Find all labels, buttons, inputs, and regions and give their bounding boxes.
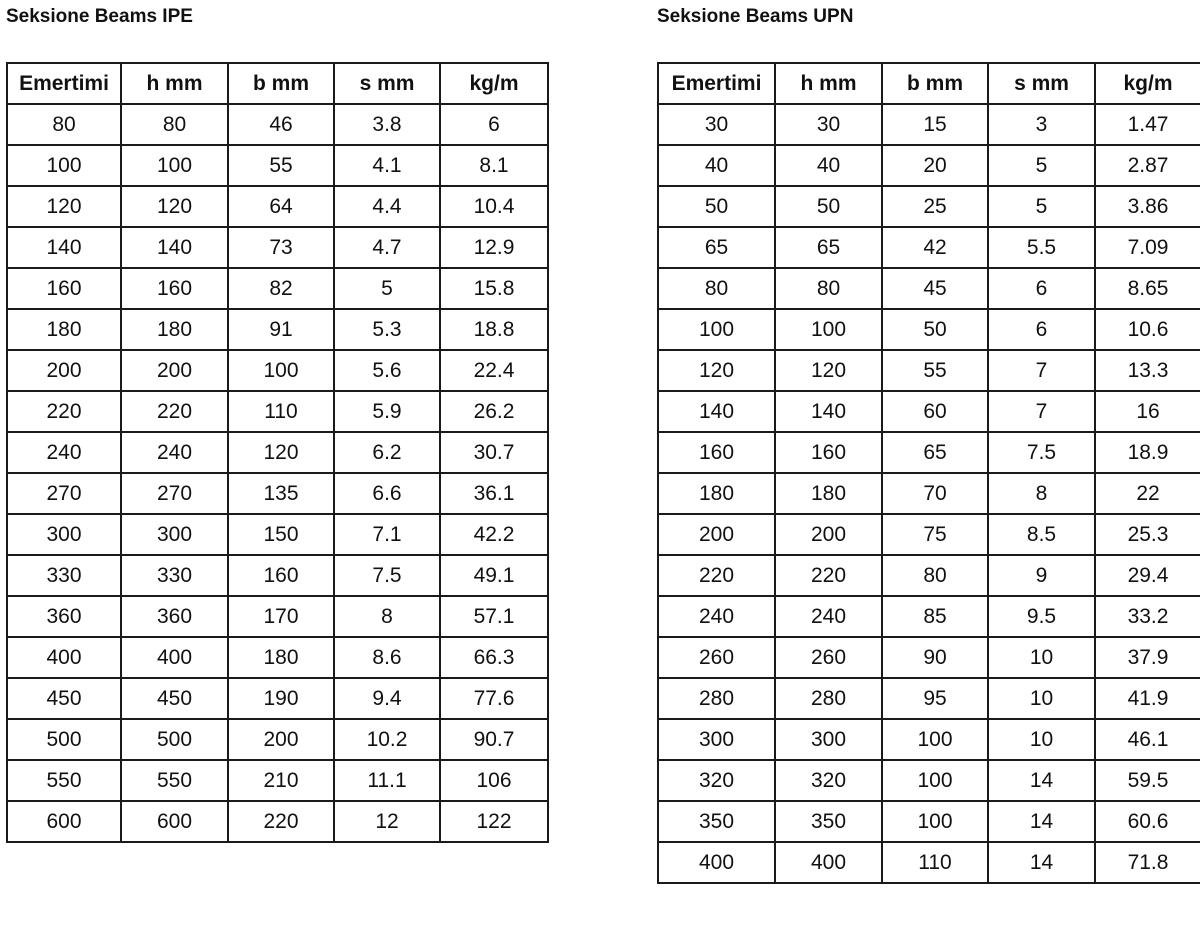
table-cell: 5 <box>988 145 1095 186</box>
table-cell: 29.4 <box>1095 555 1200 596</box>
table-cell: 85 <box>882 596 988 637</box>
table-cell: 320 <box>775 760 882 801</box>
table-cell: 42.2 <box>440 514 548 555</box>
table-cell: 240 <box>775 596 882 637</box>
table-cell: 6.2 <box>334 432 440 473</box>
table-cell: 400 <box>775 842 882 883</box>
table-cell: 400 <box>7 637 121 678</box>
table-cell: 18.9 <box>1095 432 1200 473</box>
table-cell: 55 <box>882 350 988 391</box>
table-cell: 11.1 <box>334 760 440 801</box>
table-cell: 2.87 <box>1095 145 1200 186</box>
table-row <box>7 268 548 309</box>
table-cell: 350 <box>775 801 882 842</box>
column-header: h mm <box>121 63 228 104</box>
table-cell: 160 <box>658 432 775 473</box>
table-cell: 210 <box>228 760 334 801</box>
table-cell: 30.7 <box>440 432 548 473</box>
table-row <box>7 678 548 719</box>
table-cell: 220 <box>7 391 121 432</box>
table-cell: 400 <box>121 637 228 678</box>
table-row <box>7 637 548 678</box>
table-cell: 8 <box>988 473 1095 514</box>
table-cell: 5 <box>334 268 440 309</box>
column-header: kg/m <box>1095 63 1200 104</box>
table-row <box>658 309 1200 350</box>
table-row <box>658 268 1200 309</box>
column-header: b mm <box>882 63 988 104</box>
table-cell: 190 <box>228 678 334 719</box>
table-row <box>7 145 548 186</box>
table-cell: 100 <box>228 350 334 391</box>
table-cell: 49.1 <box>440 555 548 596</box>
upn-title: Seksione Beams UPN <box>657 6 854 27</box>
table-cell: 300 <box>121 514 228 555</box>
table-cell: 18.8 <box>440 309 548 350</box>
column-header: Emertimi <box>658 63 775 104</box>
table-cell: 10 <box>988 678 1095 719</box>
table-cell: 5.9 <box>334 391 440 432</box>
table-cell: 8.65 <box>1095 268 1200 309</box>
table-cell: 160 <box>228 555 334 596</box>
table-cell: 7.1 <box>334 514 440 555</box>
table-cell: 36.1 <box>440 473 548 514</box>
table-cell: 4.4 <box>334 186 440 227</box>
table-cell: 82 <box>228 268 334 309</box>
table-cell: 10.6 <box>1095 309 1200 350</box>
column-header: kg/m <box>440 63 548 104</box>
table-cell: 122 <box>440 801 548 842</box>
table-cell: 25.3 <box>1095 514 1200 555</box>
table-cell: 7 <box>988 350 1095 391</box>
table-cell: 14 <box>988 842 1095 883</box>
table-cell: 200 <box>775 514 882 555</box>
table-header-row <box>658 63 1200 104</box>
table-cell: 180 <box>228 637 334 678</box>
table-cell: 240 <box>7 432 121 473</box>
table-row <box>7 391 548 432</box>
table-cell: 71.8 <box>1095 842 1200 883</box>
table-cell: 15 <box>882 104 988 145</box>
table-row <box>7 227 548 268</box>
table-cell: 8.1 <box>440 145 548 186</box>
table-cell: 150 <box>228 514 334 555</box>
table-cell: 120 <box>658 350 775 391</box>
table-row <box>658 678 1200 719</box>
table-row <box>7 801 548 842</box>
table-cell: 50 <box>775 186 882 227</box>
table-cell: 135 <box>228 473 334 514</box>
table-row <box>658 350 1200 391</box>
table-cell: 65 <box>882 432 988 473</box>
table-cell: 100 <box>121 145 228 186</box>
table-cell: 14 <box>988 801 1095 842</box>
table-cell: 180 <box>121 309 228 350</box>
table-cell: 40 <box>775 145 882 186</box>
table-cell: 220 <box>228 801 334 842</box>
table-cell: 90.7 <box>440 719 548 760</box>
table-row <box>658 432 1200 473</box>
table-cell: 330 <box>121 555 228 596</box>
table-cell: 7 <box>988 391 1095 432</box>
table-cell: 6.6 <box>334 473 440 514</box>
table-cell: 280 <box>775 678 882 719</box>
table-cell: 80 <box>7 104 121 145</box>
table-cell: 140 <box>775 391 882 432</box>
table-cell: 270 <box>7 473 121 514</box>
table-cell: 120 <box>7 186 121 227</box>
ipe-title: Seksione Beams IPE <box>6 6 193 27</box>
table-cell: 160 <box>121 268 228 309</box>
table-cell: 73 <box>228 227 334 268</box>
table-cell: 330 <box>7 555 121 596</box>
table-cell: 40 <box>658 145 775 186</box>
column-header: s mm <box>334 63 440 104</box>
table-cell: 450 <box>7 678 121 719</box>
table-cell: 22 <box>1095 473 1200 514</box>
table-cell: 10.2 <box>334 719 440 760</box>
table-cell: 550 <box>7 760 121 801</box>
table-cell: 9 <box>988 555 1095 596</box>
table-cell: 30 <box>658 104 775 145</box>
table-row <box>658 186 1200 227</box>
table-cell: 7.5 <box>334 555 440 596</box>
table-row <box>658 391 1200 432</box>
table-cell: 6 <box>440 104 548 145</box>
table-row <box>658 596 1200 637</box>
table-cell: 160 <box>775 432 882 473</box>
table-cell: 3.8 <box>334 104 440 145</box>
table-cell: 95 <box>882 678 988 719</box>
table-cell: 200 <box>658 514 775 555</box>
table-cell: 450 <box>121 678 228 719</box>
column-header: h mm <box>775 63 882 104</box>
table-cell: 25 <box>882 186 988 227</box>
table-cell: 41.9 <box>1095 678 1200 719</box>
table-cell: 90 <box>882 637 988 678</box>
table-cell: 260 <box>775 637 882 678</box>
table-cell: 30 <box>775 104 882 145</box>
table-cell: 350 <box>658 801 775 842</box>
table-header-row <box>7 63 548 104</box>
table-cell: 4.7 <box>334 227 440 268</box>
column-header: s mm <box>988 63 1095 104</box>
table-cell: 220 <box>658 555 775 596</box>
table-cell: 66.3 <box>440 637 548 678</box>
table-cell: 3 <box>988 104 1095 145</box>
table-row <box>7 104 548 145</box>
table-cell: 180 <box>775 473 882 514</box>
table-cell: 42 <box>882 227 988 268</box>
table-row <box>658 104 1200 145</box>
table-row <box>7 596 548 637</box>
table-cell: 5 <box>988 186 1095 227</box>
table-row <box>7 760 548 801</box>
column-header: Emertimi <box>7 63 121 104</box>
ipe-table <box>6 62 549 843</box>
table-cell: 110 <box>882 842 988 883</box>
table-cell: 280 <box>658 678 775 719</box>
table-cell: 360 <box>7 596 121 637</box>
table-cell: 33.2 <box>1095 596 1200 637</box>
table-cell: 600 <box>7 801 121 842</box>
table-row <box>658 801 1200 842</box>
table-cell: 60 <box>882 391 988 432</box>
table-cell: 80 <box>882 555 988 596</box>
table-cell: 10.4 <box>440 186 548 227</box>
table-cell: 500 <box>121 719 228 760</box>
table-cell: 600 <box>121 801 228 842</box>
table-cell: 360 <box>121 596 228 637</box>
table-cell: 7.5 <box>988 432 1095 473</box>
table-row <box>658 842 1200 883</box>
table-cell: 15.8 <box>440 268 548 309</box>
table-cell: 50 <box>882 309 988 350</box>
table-cell: 200 <box>7 350 121 391</box>
table-cell: 550 <box>121 760 228 801</box>
table-cell: 5.6 <box>334 350 440 391</box>
table-cell: 9.5 <box>988 596 1095 637</box>
table-cell: 100 <box>775 309 882 350</box>
table-cell: 300 <box>775 719 882 760</box>
column-header: b mm <box>228 63 334 104</box>
table-row <box>658 514 1200 555</box>
table-cell: 270 <box>121 473 228 514</box>
table-cell: 140 <box>658 391 775 432</box>
table-cell: 320 <box>658 760 775 801</box>
table-cell: 37.9 <box>1095 637 1200 678</box>
table-cell: 13.3 <box>1095 350 1200 391</box>
table-cell: 140 <box>7 227 121 268</box>
table-cell: 120 <box>121 186 228 227</box>
table-cell: 500 <box>7 719 121 760</box>
table-row <box>7 555 548 596</box>
table-cell: 91 <box>228 309 334 350</box>
table-cell: 120 <box>775 350 882 391</box>
table-cell: 100 <box>658 309 775 350</box>
table-cell: 77.6 <box>440 678 548 719</box>
table-cell: 300 <box>658 719 775 760</box>
table-cell: 6 <box>988 268 1095 309</box>
table-row <box>658 145 1200 186</box>
table-cell: 180 <box>7 309 121 350</box>
table-cell: 20 <box>882 145 988 186</box>
table-cell: 8.6 <box>334 637 440 678</box>
table-cell: 14 <box>988 760 1095 801</box>
table-cell: 220 <box>775 555 882 596</box>
table-row <box>7 432 548 473</box>
table-cell: 65 <box>775 227 882 268</box>
table-cell: 80 <box>658 268 775 309</box>
table-cell: 10 <box>988 719 1095 760</box>
table-row <box>658 555 1200 596</box>
table-row <box>7 514 548 555</box>
table-cell: 7.09 <box>1095 227 1200 268</box>
table-cell: 75 <box>882 514 988 555</box>
upn-table <box>657 62 1200 884</box>
table-row <box>7 473 548 514</box>
table-cell: 6 <box>988 309 1095 350</box>
table-row <box>7 719 548 760</box>
table-row <box>7 350 548 391</box>
table-row <box>658 637 1200 678</box>
table-cell: 26.2 <box>440 391 548 432</box>
table-cell: 70 <box>882 473 988 514</box>
table-row <box>7 186 548 227</box>
table-cell: 5.5 <box>988 227 1095 268</box>
table-cell: 220 <box>121 391 228 432</box>
table-row <box>658 227 1200 268</box>
table-cell: 9.4 <box>334 678 440 719</box>
table-cell: 16 <box>1095 391 1200 432</box>
table-cell: 59.5 <box>1095 760 1200 801</box>
table-cell: 240 <box>658 596 775 637</box>
table-cell: 80 <box>775 268 882 309</box>
table-cell: 180 <box>658 473 775 514</box>
table-row <box>7 309 548 350</box>
table-row <box>658 473 1200 514</box>
table-cell: 22.4 <box>440 350 548 391</box>
table-cell: 400 <box>658 842 775 883</box>
table-cell: 160 <box>7 268 121 309</box>
table-row <box>658 719 1200 760</box>
table-cell: 1.47 <box>1095 104 1200 145</box>
table-cell: 45 <box>882 268 988 309</box>
table-cell: 260 <box>658 637 775 678</box>
table-cell: 64 <box>228 186 334 227</box>
table-cell: 46.1 <box>1095 719 1200 760</box>
table-cell: 100 <box>882 801 988 842</box>
table-cell: 100 <box>7 145 121 186</box>
table-cell: 65 <box>658 227 775 268</box>
table-cell: 57.1 <box>440 596 548 637</box>
table-cell: 12.9 <box>440 227 548 268</box>
table-cell: 12 <box>334 801 440 842</box>
table-cell: 50 <box>658 186 775 227</box>
table-cell: 106 <box>440 760 548 801</box>
table-cell: 8 <box>334 596 440 637</box>
table-cell: 110 <box>228 391 334 432</box>
table-cell: 3.86 <box>1095 186 1200 227</box>
table-cell: 60.6 <box>1095 801 1200 842</box>
table-cell: 200 <box>228 719 334 760</box>
table-cell: 55 <box>228 145 334 186</box>
table-cell: 170 <box>228 596 334 637</box>
table-row <box>658 760 1200 801</box>
table-cell: 8.5 <box>988 514 1095 555</box>
table-cell: 200 <box>121 350 228 391</box>
table-cell: 80 <box>121 104 228 145</box>
table-cell: 10 <box>988 637 1095 678</box>
table-cell: 120 <box>228 432 334 473</box>
table-cell: 100 <box>882 719 988 760</box>
table-cell: 4.1 <box>334 145 440 186</box>
table-cell: 240 <box>121 432 228 473</box>
table-cell: 100 <box>882 760 988 801</box>
table-cell: 46 <box>228 104 334 145</box>
table-cell: 5.3 <box>334 309 440 350</box>
table-cell: 140 <box>121 227 228 268</box>
table-cell: 300 <box>7 514 121 555</box>
